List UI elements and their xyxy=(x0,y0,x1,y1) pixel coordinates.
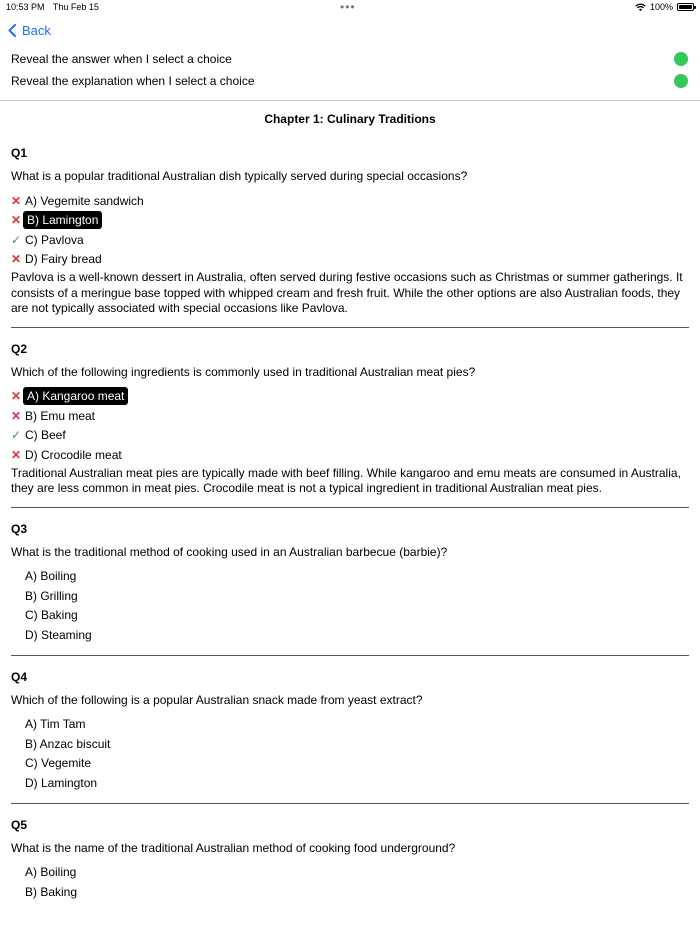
choice-option[interactable] xyxy=(11,715,689,735)
choice-option[interactable] xyxy=(11,863,689,883)
choice-option[interactable] xyxy=(11,754,689,774)
question-2 xyxy=(0,342,700,497)
choice-list xyxy=(11,191,689,269)
choice-label[interactable]: A) Vegemite sandwich xyxy=(25,193,144,208)
battery-icon xyxy=(677,3,694,11)
multitasking-dots-icon[interactable]: ••• xyxy=(340,0,356,14)
question-4 xyxy=(0,670,700,793)
question-5 xyxy=(0,818,700,902)
status-right xyxy=(635,2,694,12)
choice-label[interactable]: A) Boiling xyxy=(25,865,77,880)
choice-list xyxy=(11,863,689,902)
reveal-answer-toggle[interactable] xyxy=(674,52,688,66)
status-date: Thu Feb 15 xyxy=(52,2,99,12)
question-number: Q3 xyxy=(11,521,28,536)
correct-check-icon: ✓ xyxy=(11,232,22,247)
back-label: Back xyxy=(22,23,51,38)
choice-option[interactable] xyxy=(11,250,689,270)
question-text: What is a popular traditional Australian dish typically served during special occasions? xyxy=(11,169,468,183)
choice-list xyxy=(11,387,689,465)
choice-option[interactable] xyxy=(11,230,689,250)
wifi-icon xyxy=(635,3,646,12)
back-button[interactable] xyxy=(8,23,51,38)
reveal-explanation-row xyxy=(11,70,689,92)
choice-option[interactable] xyxy=(11,773,689,793)
status-left xyxy=(6,2,105,12)
selected-choice-label[interactable]: B) Lamington xyxy=(23,211,102,229)
incorrect-x-icon: ✕ xyxy=(11,447,22,462)
question-text: Which of the following ingredients is commonly used in traditional Australian meat pies? xyxy=(11,364,476,379)
choice-option[interactable] xyxy=(11,606,689,626)
question-number: Q4 xyxy=(11,669,28,684)
question-number: Q1 xyxy=(11,146,28,160)
reveal-explanation-label: Reveal the explanation when I select a choice xyxy=(11,74,255,88)
choice-label[interactable]: B) Grilling xyxy=(25,588,78,603)
choice-option[interactable] xyxy=(11,586,689,606)
choice-option[interactable] xyxy=(11,426,689,446)
choice-option[interactable] xyxy=(11,625,689,645)
question-3 xyxy=(0,522,700,645)
status-bar xyxy=(0,0,700,14)
choice-label[interactable]: C) Baking xyxy=(25,608,78,623)
choice-label[interactable]: D) Steaming xyxy=(25,627,92,642)
explanation-text: Traditional Australian meat pies are typically made with beef filling. While kangaroo and emu meats are consumed in Australia, they are less common in meat pies. Crocodile meat is not a typical ingredient in traditional Australian meat pies. xyxy=(11,465,681,495)
selected-choice-label[interactable]: A) Kangaroo meat xyxy=(23,387,128,405)
choice-label[interactable]: A) Boiling xyxy=(25,569,77,584)
question-text: What is the name of the traditional Australian method of cooking food underground? xyxy=(11,840,456,855)
nav-bar xyxy=(0,14,700,48)
incorrect-x-icon: ✕ xyxy=(11,252,22,267)
question-number: Q2 xyxy=(11,341,28,356)
choice-label[interactable]: B) Anzac biscuit xyxy=(25,736,111,751)
question-list xyxy=(0,146,700,902)
reveal-answer-label: Reveal the answer when I select a choice xyxy=(11,52,232,66)
question-1 xyxy=(0,146,700,317)
choice-label[interactable]: A) Tim Tam xyxy=(25,717,86,732)
reveal-explanation-toggle[interactable] xyxy=(674,74,688,88)
choice-option[interactable] xyxy=(11,191,689,211)
incorrect-x-icon: ✕ xyxy=(11,213,22,228)
choice-option[interactable] xyxy=(11,406,689,426)
choice-list xyxy=(11,715,689,793)
choice-label[interactable]: C) Beef xyxy=(25,428,66,443)
incorrect-x-icon: ✕ xyxy=(11,193,22,208)
correct-check-icon: ✓ xyxy=(11,428,22,443)
incorrect-x-icon: ✕ xyxy=(11,408,22,423)
choice-label[interactable]: D) Fairy bread xyxy=(25,252,102,267)
question-text: Which of the following is a popular Australian snack made from yeast extract? xyxy=(11,692,423,707)
choice-option[interactable] xyxy=(11,882,689,902)
settings-divider xyxy=(0,100,700,101)
choice-label[interactable]: B) Emu meat xyxy=(25,408,96,423)
question-divider xyxy=(11,655,689,656)
choice-option[interactable] xyxy=(11,211,689,231)
chevron-left-icon xyxy=(8,24,16,37)
question-text: What is the traditional method of cooking used in an Australian barbecue (barbie)? xyxy=(11,544,448,559)
choice-label[interactable]: B) Baking xyxy=(25,884,78,899)
incorrect-x-icon: ✕ xyxy=(11,389,22,404)
choice-label[interactable]: C) Pavlova xyxy=(25,232,84,247)
choice-option[interactable] xyxy=(11,387,689,407)
question-divider xyxy=(11,507,689,508)
choice-label[interactable]: D) Crocodile meat xyxy=(25,447,122,462)
choice-option[interactable] xyxy=(11,567,689,587)
battery-percent: 100% xyxy=(649,2,673,12)
choice-option[interactable] xyxy=(11,734,689,754)
question-divider xyxy=(11,327,689,328)
explanation-text: Pavlova is a well-known dessert in Australia, often served during festive occasions such as Christmas or summer gatherings. It consists of a meringue base topped with whipped cream and fresh fruit. While the other options are also Australian foods, they are not typically associated with special occasions like Pavlova. xyxy=(11,270,683,315)
choice-label[interactable]: C) Vegemite xyxy=(25,756,92,771)
choice-label[interactable]: D) Lamington xyxy=(25,775,98,790)
chapter-title: Chapter 1: Culinary Traditions xyxy=(264,112,436,126)
status-time: 10:53 PM xyxy=(6,2,45,12)
settings-section xyxy=(0,48,700,92)
question-number: Q5 xyxy=(11,817,28,832)
choice-option[interactable] xyxy=(11,445,689,465)
choice-list xyxy=(11,567,689,645)
question-divider xyxy=(11,803,689,804)
reveal-answer-row xyxy=(11,48,689,70)
